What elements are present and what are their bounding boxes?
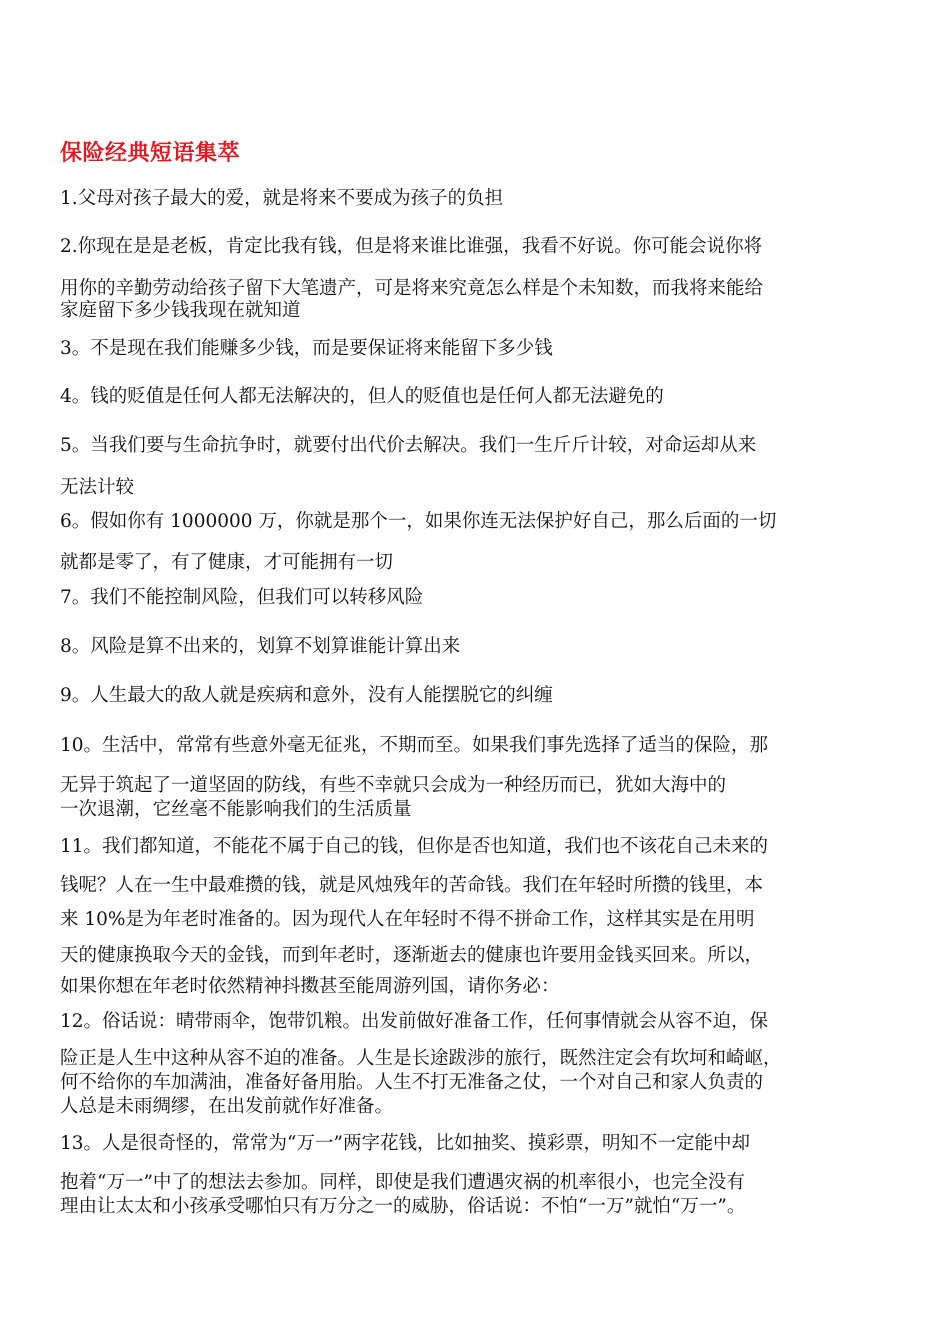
text-line: 2.你现在是是老板，肯定比我有钱，但是将来谁比谁强，我看不好说。你可能会说你将 — [60, 236, 763, 257]
text-line: 来 10%是为年老时准备的。因为现代人在年轻时不得不拼命工作，这样其实是在用明 — [60, 909, 755, 930]
text-line: 3。不是现在我们能赚多少钱，而是要保证将来能留下多少钱 — [60, 338, 553, 359]
text-line: 何不给你的车加满油，准备好备用胎。人生不打无准备之仗，一个对自己和家人负责的 — [60, 1072, 764, 1093]
text-line: 天的健康换取今天的金钱，而到年老时，逐渐逝去的健康也许要用金钱买回来。所以， — [60, 945, 764, 966]
text-line: 用你的辛勤劳动给孩子留下大笔遗产，可是将来究竟怎么样是个未知数，而我将来能给 — [60, 278, 764, 299]
text-line: 理由让太太和小孩承受哪怕只有万分之一的威胁，俗话说：不怕“一万”就怕“万一”。 — [60, 1196, 746, 1217]
text-line: 如果你想在年老时依然精神抖擞甚至能周游列国，请你务必： — [60, 976, 560, 997]
text-line: 13。人是很奇怪的，常常为“万一”两字花钱，比如抽奖、摸彩票，明知不一定能中却 — [60, 1133, 750, 1154]
text-line: 钱呢？人在一生中最难攒的钱，就是风烛残年的苦命钱。我们在年轻时所攒的钱里，本 — [60, 875, 764, 896]
text-line: 7。我们不能控制风险，但我们可以转移风险 — [60, 587, 424, 608]
text-line: 6。假如你有 1000000 万，你就是那个一，如果你连无法保护好自己，那么后面的一切 — [60, 511, 777, 532]
text-line: 就都是零了，有了健康，才可能拥有一切 — [60, 552, 394, 573]
text-line: 10。生活中，常常有些意外毫无征兆，不期而至。如果我们事先选择了适当的保险，那 — [60, 735, 769, 756]
text-line: 一次退潮，它丝毫不能影响我们的生活质量 — [60, 799, 412, 820]
text-line: 5。当我们要与生命抗争时，就要付出代价去解决。我们一生斤斤计较，对命运却从来 — [60, 435, 757, 456]
text-line: 家庭留下多少钱我现在就知道 — [60, 300, 301, 321]
text-line: 人总是未雨绸缪，在出发前就作好准备。 — [60, 1096, 394, 1117]
text-line: 4。钱的贬值是任何人都无法解决的，但人的贬值也是任何人都无法避免的 — [60, 386, 664, 407]
text-line: 11。我们都知道，不能花不属于自己的钱，但你是否也知道，我们也不该花自己未来的 — [60, 836, 769, 857]
text-line: 12。俗话说：晴带雨伞，饱带饥粮。出发前做好准备工作，任何事情就会从容不迫，保 — [60, 1011, 769, 1032]
text-line: 1.父母对孩子最大的爱，就是将来不要成为孩子的负担 — [60, 188, 504, 209]
text-line: 8。风险是算不出来的，划算不划算谁能计算出来 — [60, 636, 461, 657]
document-title: 保险经典短语集萃 — [60, 141, 241, 166]
text-line: 9。人生最大的敌人就是疾病和意外，没有人能摆脱它的纠缠 — [60, 685, 553, 706]
text-line: 抱着“万一”中了的想法去参加。同样，即使是我们遭遇灾祸的机率很小，也完全没有 — [60, 1172, 745, 1193]
text-line: 无异于筑起了一道坚固的防线，有些不幸就只会成为一种经历而已，犹如大海中的 — [60, 775, 727, 796]
text-line: 无法计较 — [60, 477, 135, 498]
text-line: 险正是人生中这种从容不迫的准备。人生是长途跋涉的旅行，既然注定会有坎坷和崎岖， — [60, 1048, 782, 1069]
